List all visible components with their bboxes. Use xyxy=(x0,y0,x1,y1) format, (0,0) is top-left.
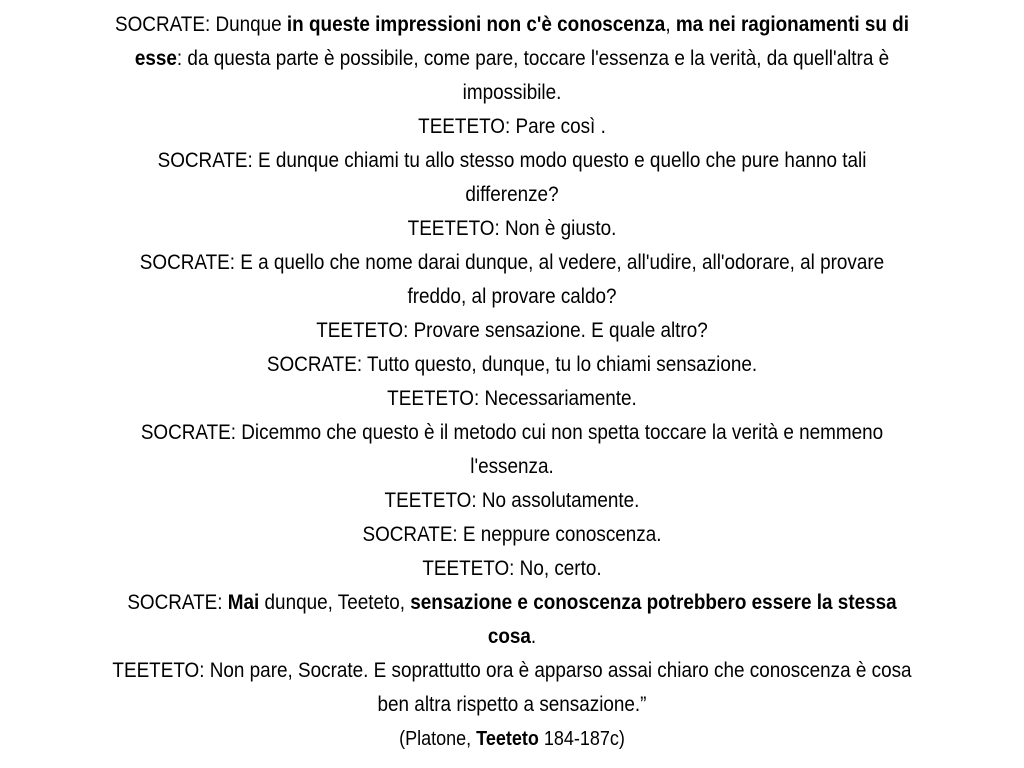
dialogue-text-segment: dunque, Teeteto, xyxy=(259,591,411,614)
dialogue-text-segment: TEETETO: Provare sensazione. E quale altro? xyxy=(316,319,708,342)
dialogue-text-segment: TEETETO: No assolutamente. xyxy=(384,489,640,512)
citation xyxy=(51,722,973,756)
emphasis-text: Mai xyxy=(227,591,260,614)
dialogue-line xyxy=(51,586,973,654)
dialogue-line xyxy=(51,416,973,484)
dialogue-text-segment: TEETETO: Pare così . xyxy=(418,115,606,138)
dialogue-line xyxy=(51,348,973,382)
dialogue-text-segment: SOCRATE: E a quello che nome darai dunque, al vedere, all'udire, all'odorare, al provare freddo, al provare caldo? xyxy=(139,251,885,308)
dialogue-line xyxy=(51,144,973,212)
dialogue-line xyxy=(51,382,973,416)
dialogue-line xyxy=(51,212,973,246)
dialogue-line xyxy=(51,552,973,586)
dialogue-line xyxy=(51,518,973,552)
citation-prefix: (Platone, xyxy=(399,728,477,750)
dialogue-line xyxy=(51,484,973,518)
dialogue-text-segment: : da questa parte è possibile, come pare, toccare l'essenza e la verità, da quell'altra è impossibile. xyxy=(176,47,890,104)
emphasis-text: sensazione e conoscenza potrebbero essere la stessa cosa xyxy=(410,591,897,648)
citation-suffix: 184-187c) xyxy=(538,728,625,750)
dialogue-text-segment: , xyxy=(665,13,676,36)
emphasis-text: ma nei ragionamenti su di esse xyxy=(134,13,909,70)
dialogue-line xyxy=(51,314,973,348)
dialogue-text-segment: TEETETO: No, certo. xyxy=(422,557,602,580)
dialogue-text-segment: TEETETO: Non è giusto. xyxy=(407,217,617,240)
dialogue-line xyxy=(51,654,973,722)
document-page xyxy=(51,8,973,756)
dialogue-text xyxy=(51,8,973,722)
dialogue-line xyxy=(51,8,973,110)
dialogue-text-segment: TEETETO: Non pare, Socrate. E soprattutto ora è apparso assai chiaro che conoscenza è cosa ben altra rispetto a sensazione.” xyxy=(112,659,912,716)
citation-work-title: Teeteto xyxy=(476,728,539,750)
dialogue-line xyxy=(51,246,973,314)
dialogue-text-segment: . xyxy=(530,625,537,648)
dialogue-text-segment: SOCRATE: Tutto questo, dunque, tu lo chiami sensazione. xyxy=(266,353,758,376)
dialogue-text-segment: SOCRATE: Dicemmo che questo è il metodo cui non spetta toccare la verità e nemmeno l'essenza. xyxy=(140,421,884,478)
emphasis-text: in queste impressioni non c'è conoscenza xyxy=(286,13,666,36)
dialogue-text-segment: SOCRATE: xyxy=(127,591,228,614)
dialogue-line xyxy=(51,110,973,144)
dialogue-text-segment: SOCRATE: E neppure conoscenza. xyxy=(362,523,662,546)
dialogue-text-segment: SOCRATE: E dunque chiami tu allo stesso modo questo e quello che pure hanno tali differenze? xyxy=(157,149,867,206)
dialogue-text-segment: TEETETO: Necessariamente. xyxy=(387,387,637,410)
dialogue-text-segment: SOCRATE: Dunque xyxy=(115,13,287,36)
